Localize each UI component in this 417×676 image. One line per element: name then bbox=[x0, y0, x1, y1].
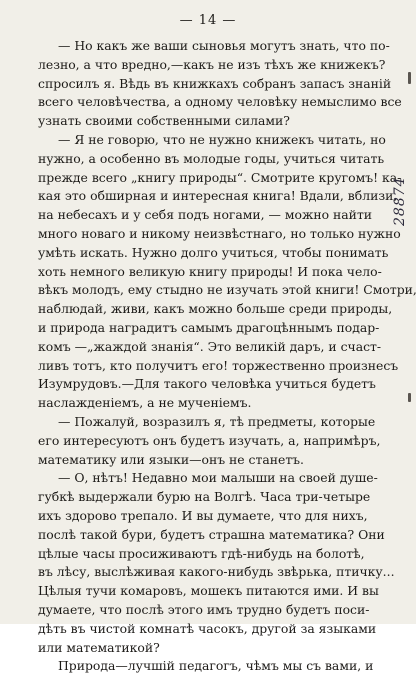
text-line: кая это обширная и интересная книга! Вдали, вблизи, bbox=[38, 188, 398, 204]
text-line: — Пожалуй, возразилъ я, тѣ предметы, которые bbox=[58, 413, 376, 429]
text-line: — Но какъ же ваши сыновья могутъ знать, что по- bbox=[58, 38, 390, 53]
text-line: лезно, а что вредно,—какъ не изъ тѣхъ же книжекъ? bbox=[38, 56, 386, 72]
text-line: наслажденіемъ, а не мученіемъ. bbox=[38, 395, 252, 411]
text-line: ихъ здорово трепало. И вы думаете, что для нихъ, bbox=[38, 507, 368, 523]
page-edge-mark bbox=[408, 393, 411, 402]
text-line: узнать своими собственными силами? bbox=[38, 113, 290, 129]
text-line: нужно, а особенно въ молодые годы, учиться читать bbox=[38, 150, 385, 166]
text-line: цѣлые часы просиживаютъ гдѣ-нибудь на болотѣ, bbox=[38, 545, 365, 561]
text-line: Цѣлыя тучи комаровъ, мошекъ питаются ими. И вы bbox=[38, 583, 379, 599]
text-line: — О, нѣтъ! Недавно мои малыши на своей душе- bbox=[58, 470, 378, 486]
text-line: Изумрудовъ.—Для такого человѣка учиться будетъ bbox=[38, 376, 376, 392]
text-line: на небесахъ и у себя подъ ногами, — можно найти bbox=[38, 207, 373, 223]
page-edge-mark bbox=[408, 72, 411, 84]
text-line: умѣть искать. Нужно долго учиться, чтобы понимать bbox=[38, 244, 389, 260]
text-line: прежде всего „книгу природы“. Смотрите кругомъ! ка- bbox=[38, 169, 402, 185]
page-number: — 14 — bbox=[179, 13, 237, 28]
text-line: думаете, что послѣ этого имъ трудно будетъ поси- bbox=[38, 601, 370, 617]
text-line: наблюдай, живи, какъ можно больше среди природы, bbox=[38, 301, 393, 317]
text-line: дѣть въ чистой комнатѣ часокъ, другой за языками bbox=[38, 620, 377, 636]
text-line: комъ —„жаждой знанія“. Это великій даръ, и счаст- bbox=[38, 338, 382, 354]
text-line: Природа—лучшій педагогъ, чѣмъ мы съ вами, и bbox=[58, 658, 374, 674]
text-line: губкѣ выдержали бурю на Волгѣ. Часа три-четыре bbox=[38, 489, 371, 505]
text-line: ливъ тотъ, кто получитъ его! торжественно произнесъ bbox=[38, 357, 399, 373]
text-line: его интересуютъ онъ будетъ изучать, а, напримѣръ, bbox=[38, 432, 381, 448]
text-line: послѣ такой бури, будетъ страшна математика? Они bbox=[38, 526, 385, 542]
text-line: — Я не говорю, что не нужно книжекъ читать, но bbox=[58, 131, 386, 147]
text-line: въ лѣсу, выслѣживая какого-нибудь звѣрька, птичку... bbox=[38, 564, 395, 580]
text-line: спросилъ я. Вѣдь въ книжкахъ собранъ запасъ знаній bbox=[38, 75, 392, 91]
text-line: или математикой? bbox=[38, 639, 160, 655]
text-line: математику или языки—онъ не станетъ. bbox=[38, 451, 304, 467]
handwritten-margin-note: 28874 bbox=[392, 176, 408, 226]
text-line: много новаго и никому неизвѣстнаго, но только нужно bbox=[38, 225, 401, 241]
text-line: хоть немного великую книгу природы! И пока чело- bbox=[38, 263, 382, 279]
text-line: всего человѣчества, а одному человѣку немыслимо все bbox=[38, 94, 402, 110]
text-line: и природа наградитъ самымъ драгоцѣннымъ подар- bbox=[38, 319, 380, 335]
text-line: вѣкъ молодъ, ему стыдно не изучать этой книги! Смотри, bbox=[38, 282, 417, 298]
